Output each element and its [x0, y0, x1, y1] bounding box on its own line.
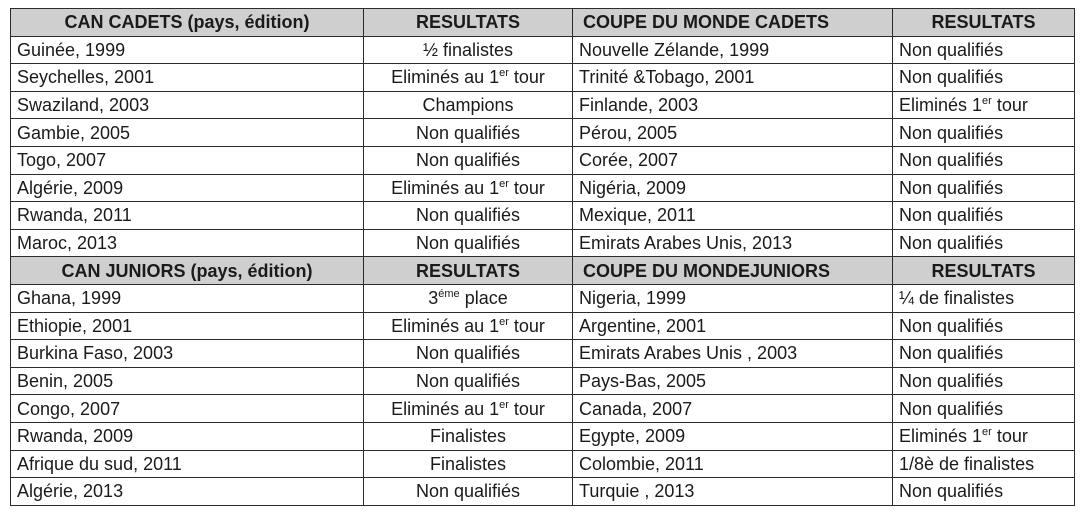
world-cup-result-cell	[893, 312, 1075, 340]
can-result-cell	[364, 478, 573, 506]
can-edition-cell: Algérie, 2009	[11, 174, 364, 202]
world-cup-result-cell	[893, 395, 1075, 423]
juniors-world-cup-results-header: RESULTATS	[893, 257, 1075, 285]
can-result-cell-pre: Non qualifiés	[415, 343, 521, 364]
world-cup-edition-cell: Mexique, 2011	[573, 202, 893, 230]
world-cup-result-cell-pre: Non qualifiés	[899, 39, 1004, 60]
world-cup-edition-cell: Pérou, 2005	[573, 119, 893, 147]
world-cup-result-cell-pre: Non qualifiés	[899, 343, 1004, 364]
world-cup-result-cell-pre: Non qualifiés	[899, 315, 1004, 336]
can-result-cell	[364, 174, 573, 202]
world-cup-edition-cell: Turquie , 2013	[573, 478, 893, 506]
world-cup-edition-cell: Nigéria, 2009	[573, 174, 893, 202]
world-cup-edition-cell: Colombie, 2011	[573, 450, 893, 478]
world-cup-result-cell-pre: 1/8è de finalistes	[899, 453, 1035, 474]
world-cup-result-cell	[893, 64, 1075, 92]
world-cup-result-cell	[893, 202, 1075, 230]
world-cup-result-cell-pre: Non qualifiés	[899, 398, 1004, 419]
can-result-cell-pre: Eliminés au 1	[391, 67, 500, 88]
can-result-cell-sup: er	[499, 398, 509, 411]
can-result-cell-pre: Eliminés au 1	[391, 398, 500, 419]
world-cup-result-cell-pre: Eliminés 1	[899, 426, 983, 447]
can-edition-cell: Gambie, 2005	[11, 119, 364, 147]
can-result-cell	[364, 146, 573, 174]
world-cup-result-cell-pre: Eliminés 1	[899, 95, 983, 116]
cadets-results-header: RESULTATS	[364, 9, 573, 37]
juniors-can-header: CAN JUNIORS (pays, édition)	[11, 257, 364, 285]
can-edition-cell: Maroc, 2013	[11, 229, 364, 257]
world-cup-edition-cell: Trinité &Tobago, 2001	[573, 64, 893, 92]
can-result-cell-pre: Non qualifiés	[415, 481, 521, 502]
world-cup-result-cell	[893, 367, 1075, 395]
world-cup-result-cell	[893, 146, 1075, 174]
can-result-cell-pre: Non qualifiés	[415, 122, 521, 143]
results-table-body	[11, 9, 1075, 506]
world-cup-result-cell	[893, 174, 1075, 202]
can-edition-cell: Afrique du sud, 2011	[11, 450, 364, 478]
table-row	[11, 174, 1075, 202]
can-result-cell	[364, 340, 573, 368]
world-cup-edition-cell: Corée, 2007	[573, 146, 893, 174]
world-cup-result-cell-post: tour	[991, 426, 1028, 447]
cadets-world-cup-results-header: RESULTATS	[893, 9, 1075, 37]
world-cup-edition-cell: Nouvelle Zélande, 1999	[573, 36, 893, 64]
can-result-cell	[364, 202, 573, 230]
can-result-cell-pre: Non qualifiés	[415, 205, 521, 226]
can-edition-cell: Ethiopie, 2001	[11, 312, 364, 340]
can-edition-cell: Guinée, 1999	[11, 36, 364, 64]
can-result-cell-sup: er	[499, 177, 509, 190]
world-cup-result-cell	[893, 36, 1075, 64]
can-result-cell-pre: Finalistes	[429, 426, 507, 447]
can-result-cell	[364, 229, 573, 257]
table-row	[11, 91, 1075, 119]
cadets-can-header: CAN CADETS (pays, édition)	[11, 9, 364, 37]
world-cup-result-cell-pre: Non qualifiés	[899, 150, 1004, 171]
cadets-header-row	[11, 9, 1075, 37]
can-edition-cell: Burkina Faso, 2003	[11, 340, 364, 368]
world-cup-result-cell	[893, 450, 1075, 478]
table-row	[11, 450, 1075, 478]
can-result-cell	[364, 284, 573, 312]
cadets-world-cup-header: COUPE DU MONDE CADETS	[573, 9, 893, 37]
world-cup-result-cell-sup: er	[982, 426, 992, 439]
can-result-cell	[364, 450, 573, 478]
world-cup-result-cell-pre: Non qualifiés	[899, 481, 1004, 502]
can-result-cell-pre: Non qualifiés	[415, 150, 521, 171]
world-cup-result-cell-post: tour	[991, 95, 1028, 116]
world-cup-edition-cell: Egypte, 2009	[573, 422, 893, 450]
can-result-cell-pre: Non qualifiés	[415, 233, 521, 254]
can-edition-cell: Algérie, 2013	[11, 478, 364, 506]
can-result-cell-pre: Eliminés au 1	[391, 315, 500, 336]
can-result-cell-sup: er	[499, 315, 509, 328]
table-row	[11, 202, 1075, 230]
juniors-header-row	[11, 257, 1075, 285]
world-cup-result-cell-pre: Non qualifiés	[899, 122, 1004, 143]
world-cup-result-cell-pre: Non qualifiés	[899, 205, 1004, 226]
can-result-cell	[364, 36, 573, 64]
can-result-cell	[364, 367, 573, 395]
world-cup-result-cell	[893, 422, 1075, 450]
can-result-cell	[364, 119, 573, 147]
table-row	[11, 422, 1075, 450]
juniors-world-cup-header: COUPE DU MONDEJUNIORS	[573, 257, 893, 285]
table-row	[11, 146, 1075, 174]
can-result-cell	[364, 422, 573, 450]
world-cup-edition-cell: Nigeria, 1999	[573, 284, 893, 312]
world-cup-edition-cell: Argentine, 2001	[573, 312, 893, 340]
can-result-cell-pre: 3	[428, 288, 439, 309]
can-result-cell-sup: er	[499, 67, 509, 80]
can-result-cell-pre: Non qualifiés	[415, 371, 521, 392]
world-cup-result-cell-pre: Non qualifiés	[899, 233, 1004, 254]
can-edition-cell: Seychelles, 2001	[11, 64, 364, 92]
can-edition-cell: Swaziland, 2003	[11, 91, 364, 119]
can-edition-cell: Ghana, 1999	[11, 284, 364, 312]
can-result-cell	[364, 64, 573, 92]
can-result-cell-post: tour	[508, 177, 545, 198]
can-edition-cell: Congo, 2007	[11, 395, 364, 423]
world-cup-result-cell-sup: er	[982, 95, 992, 108]
table-row	[11, 229, 1075, 257]
can-result-cell	[364, 395, 573, 423]
can-edition-cell: Benin, 2005	[11, 367, 364, 395]
table-row	[11, 395, 1075, 423]
can-result-cell	[364, 91, 573, 119]
can-result-cell-post: tour	[508, 67, 545, 88]
can-edition-cell: Togo, 2007	[11, 146, 364, 174]
table-row	[11, 284, 1075, 312]
results-table	[10, 8, 1075, 506]
world-cup-edition-cell: Canada, 2007	[573, 395, 893, 423]
world-cup-result-cell	[893, 340, 1075, 368]
can-result-cell-post: tour	[508, 398, 545, 419]
world-cup-result-cell-pre: Non qualifiés	[899, 177, 1004, 198]
world-cup-result-cell	[893, 229, 1075, 257]
can-result-cell	[364, 312, 573, 340]
can-result-cell-pre: ½ finalistes	[422, 39, 514, 60]
can-result-cell-sup: éme	[438, 288, 460, 301]
can-result-cell-pre: Champions	[422, 95, 514, 116]
can-edition-cell: Rwanda, 2011	[11, 202, 364, 230]
world-cup-result-cell-pre: Non qualifiés	[899, 67, 1004, 88]
world-cup-result-cell	[893, 91, 1075, 119]
table-row	[11, 312, 1075, 340]
world-cup-result-cell	[893, 478, 1075, 506]
juniors-results-header: RESULTATS	[364, 257, 573, 285]
world-cup-edition-cell: Pays-Bas, 2005	[573, 367, 893, 395]
world-cup-edition-cell: Finlande, 2003	[573, 91, 893, 119]
world-cup-edition-cell: Emirats Arabes Unis , 2003	[573, 340, 893, 368]
can-result-cell-pre: Finalistes	[429, 453, 507, 474]
world-cup-edition-cell: Emirats Arabes Unis, 2013	[573, 229, 893, 257]
can-result-cell-post: tour	[508, 315, 545, 336]
world-cup-result-cell-pre: Non qualifiés	[899, 371, 1004, 392]
can-edition-cell: Rwanda, 2009	[11, 422, 364, 450]
can-result-cell-post: place	[459, 288, 508, 309]
world-cup-result-cell-pre: ¼ de finalistes	[899, 288, 1015, 309]
table-row	[11, 478, 1075, 506]
table-row	[11, 367, 1075, 395]
world-cup-result-cell	[893, 284, 1075, 312]
table-row	[11, 36, 1075, 64]
world-cup-result-cell	[893, 119, 1075, 147]
table-row	[11, 64, 1075, 92]
table-row	[11, 119, 1075, 147]
table-row	[11, 340, 1075, 368]
can-result-cell-pre: Eliminés au 1	[391, 177, 500, 198]
